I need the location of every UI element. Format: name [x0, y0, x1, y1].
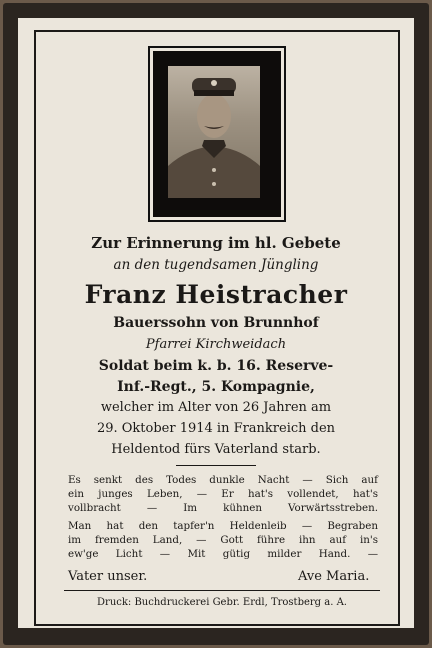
death-line-2: 29. Oktober 1914 in Frankreich den — [96, 421, 336, 436]
verse-line: im fremden Land, — Gott führe ihn auf in's — [68, 534, 378, 546]
verse-line: ew'ge Licht — Mit gütig milder Hand. — — [68, 548, 378, 560]
regiment-line-2: Inf.-Regt., 5. Kompagnie, — [117, 379, 315, 395]
footer-divider — [64, 590, 380, 591]
prayer-ave-maria: Ave Maria. — [298, 569, 370, 584]
parish: Pfarrei Kirchweidach — [145, 337, 287, 352]
subheading: an den tugendsamen Jüngling — [113, 257, 319, 273]
verse-line: ein junges Leben, — Er hat's vollendet, hat's — [68, 488, 378, 500]
printer-credit: Druck: Buchdruckerei Gebr. Erdl, Trostberg a. A. — [97, 597, 347, 608]
death-line-3: Heldentod fürs Vaterland starb. — [111, 442, 321, 457]
verse-line: vollbracht — Im kühnen Vorwärtsstreben. — [68, 502, 378, 514]
heading: Zur Erinnerung im hl. Gebete — [91, 234, 341, 252]
divider — [176, 465, 256, 466]
prayer-vater-unser: Vater unser. — [68, 569, 148, 584]
verse-line: Es senkt des Todes dunkle Nacht — Sich auf — [68, 474, 378, 486]
soldier-portrait — [168, 66, 260, 198]
regiment-line-1: Soldat beim k. b. 16. Reserve- — [98, 358, 334, 374]
verse-line: Man hat den tapfer'n Heldenleib — Begraben — [68, 520, 378, 532]
death-line-1: welcher im Alter von 26 Jahren am — [100, 400, 332, 415]
occupation: Bauerssohn von Brunnhof — [113, 315, 319, 331]
deceased-name: Franz Heistracher — [84, 280, 348, 309]
